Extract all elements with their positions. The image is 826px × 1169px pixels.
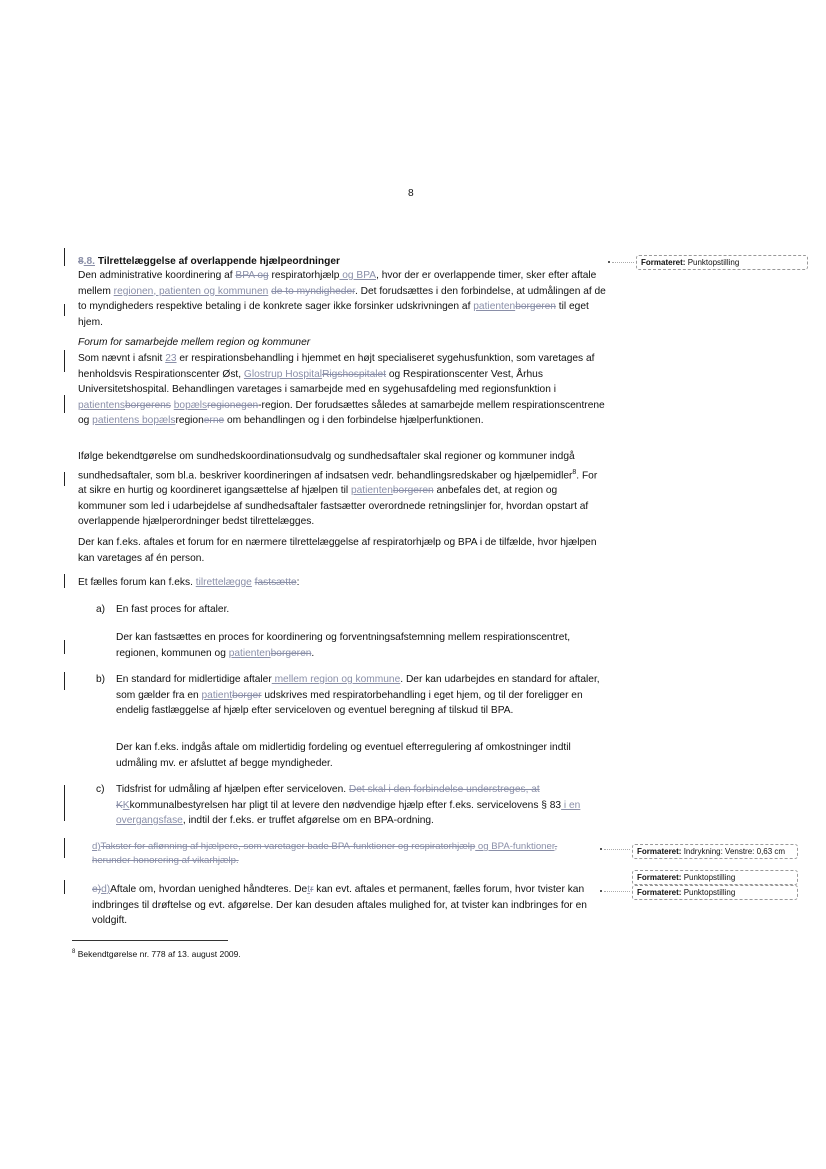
change-bar: [64, 640, 65, 654]
comment-balloon[interactable]: Formateret: Punktopstilling: [636, 255, 808, 270]
paragraph: Et fælles forum kan f.eks. tilrettelægge fastsætte:: [78, 577, 300, 588]
comment-balloon[interactable]: Formateret: Punktopstilling: [632, 885, 798, 900]
section-paragraph: Den administrative koordinering af BPA og respiratorhjælp og BPA, hvor der er overlappende timer, sker efter aftale mellem regionen, patienten og kommunen de to myndigheder. Det forudsættes i den forbindelse, at udmålingen af de to myndigheders respektive betaling i de konkrete sager ikke forsinker udskrivningen af patientenborgeren til eget hjem.: [78, 270, 606, 328]
comment-connector: [604, 849, 630, 850]
footnote: $^8$ Bekendtgørelse nr. 778 af 13. august 2009.: [72, 948, 241, 959]
change-bar: [64, 838, 65, 858]
list-item-sub: Der kan f.eks. indgås aftale om midlertidig fordeling og eventuel efterregulering af omkostninger indtil udmåling mv. er afsluttet af begge myndigheder.: [116, 742, 571, 769]
subheading: Forum for samarbejde mellem region og kommuner: [78, 337, 311, 348]
change-bar: [64, 472, 65, 486]
anchor-dot: [608, 261, 610, 263]
anchor-dot: [600, 890, 602, 892]
change-bar: [64, 574, 65, 588]
change-bar: [64, 672, 65, 690]
change-bar: [64, 880, 65, 894]
change-bar: [64, 304, 65, 316]
comment-balloon[interactable]: Formateret: Indrykning: Venstre: 0,63 cm: [632, 844, 798, 859]
change-bar: [64, 350, 65, 372]
anchor-dot: [600, 848, 602, 850]
list-item: En fast proces for aftaler.: [116, 604, 230, 615]
list-item: Tidsfrist for udmåling af hjælpen efter serviceloven. Det skal i den forbindelse understreges, at KKkommunalbestyrelsen har pligt til at levere den nødvendige hjælp efter f.eks. servicelovens § 83 i en overgangsfase, indtil der f.eks. er truffet afgørelse om en BPA-ordning.: [116, 784, 581, 826]
paragraph: Der kan f.eks. aftales et forum for en nærmere tilrettelæggelse af respiratorhjælp og BPA i de tilfælde, hvor hjælpen kan varetages af én person.: [78, 537, 597, 564]
footnote-separator: [72, 940, 228, 941]
list-item: e)d)Aftale om, hvordan uenighed håndteres. Detr kan evt. aftales et permanent, fælles forum, hvor tvister kan indbringes til drøftelse og evt. afgørelse. Der kan desuden aftales mulighed for, at tvister kan indbringes for en voldgift.: [92, 884, 587, 926]
list-item-sub: Der kan fastsættes en proces for koordinering og forventningsafstemning mellem respirationscentret, regionen, kommunen og patientenborgeren.: [116, 632, 571, 659]
page-number: 8: [408, 188, 414, 199]
list-item: En standard for midlertidige aftaler mellem region og kommune. Der kan udarbejdes en standard for aftaler, som gælder fra en patientborger udskrives med respiratorbehandling i eget hjem, og til der foreligger en endelig fastlæggelse af hjælp efter serviceloven og eventuel beregning af tilskud til BPA.: [116, 674, 600, 716]
list-item-label: a): [96, 604, 106, 615]
comment-connector: [604, 891, 630, 892]
section-heading: 8.8. Tilrettelæggelse af overlappende hjælpeordninger: [78, 256, 340, 267]
change-bar: [64, 785, 65, 821]
list-item-deleted: d)Takster for aflønning af hjælpere, som varetager bade BPA-funktioner og respiratorhjælp og BPA-funktioner, herunder honorering af vikarhjælp.: [92, 841, 558, 866]
comment-connector: [612, 262, 634, 263]
list-item-label: c): [96, 784, 105, 795]
comment-balloon[interactable]: Formateret: Punktopstilling: [632, 870, 798, 885]
list-item-label: b): [96, 674, 106, 685]
section-title: Tilrettelæggelse af overlappende hjælpeordninger: [97, 256, 340, 267]
change-bar: [64, 248, 65, 266]
footnote-ref: 8: [572, 468, 577, 476]
forum-paragraph: Som nævnt i afsnit 23 er respirationsbehandling i hjemmet en højt specialiseret sygehusfunktion, som varetages af henholdsvis Respirationscenter Øst, Glostrup HospitalRigshospitalet og Respirationscenter Vest, Århus Universitetshospital. Behandlingen varetages i samarbejde med en sygehusafdeling med regionsfunktion i patientensborgerens bopælsregionegen-region. Der forudsættes således at samarbejde mellem respirationscentrene og patientens bopælsregionerne om behandlingen og i den forbindelse hjælperfunktionen.: [78, 353, 605, 426]
paragraph: Ifølge bekendtgørelse om sundhedskoordinationsudvalg og sundhedsaftaler skal regioner og kommuner indgå sundhedsaftaler, som bl.a. beskriver koordineringen af indsatsen vedr. behandlingsredskaber og hjælpemidler$^8$. For at sikre en hurtig og koordineret igangsættelse af hjælpen til patientenborgeren anbefales det, at region og kommuner som led i udarbejdelse af sundhedsaftaler fastsætter overordnede retningslinjer for, hvordan opstart af overlappende hjælperordninger bedst tilrettelægges.: [78, 451, 598, 528]
change-bar: [64, 395, 65, 413]
